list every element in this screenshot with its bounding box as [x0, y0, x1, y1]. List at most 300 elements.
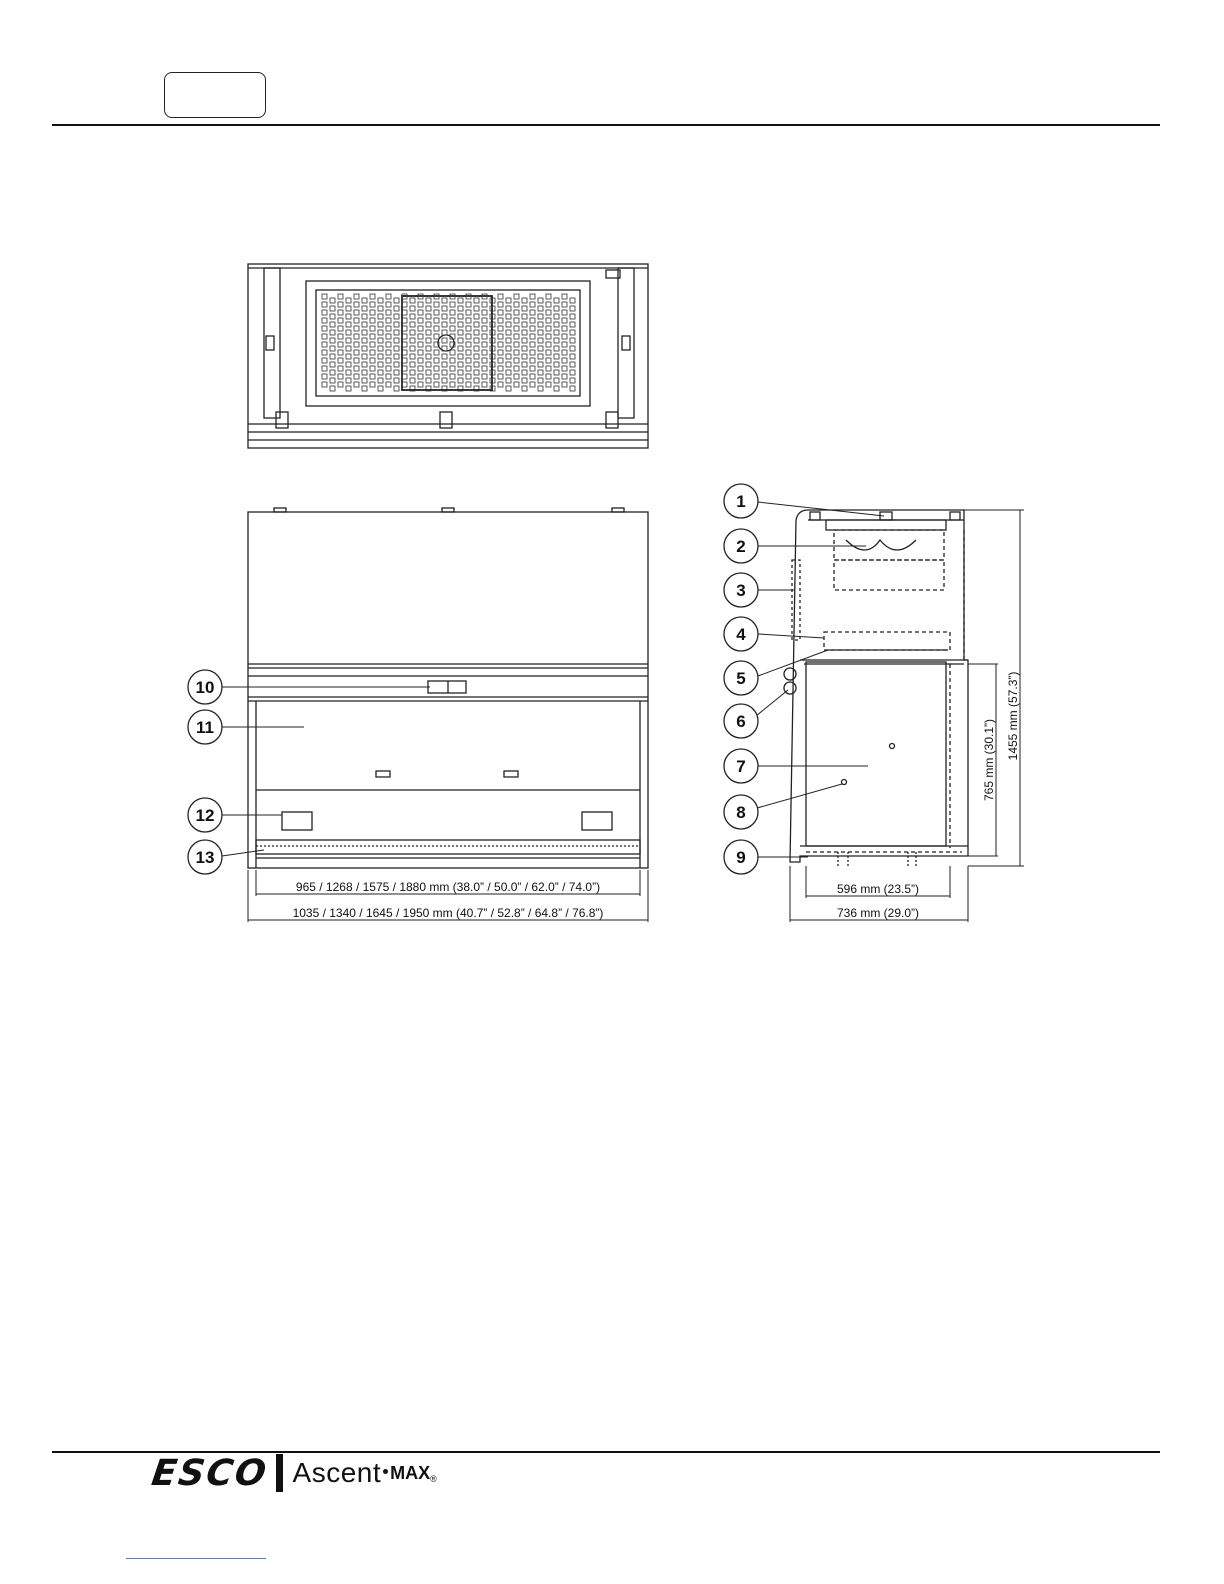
grille-hole [562, 310, 567, 315]
grille-hole [514, 326, 519, 331]
grille-hole [322, 366, 327, 371]
grille-hole [514, 342, 519, 347]
grille-hole [394, 354, 399, 359]
grille-hole [386, 350, 391, 355]
grille-hole [482, 358, 487, 363]
grille-hole [442, 314, 447, 319]
grille-hole [482, 318, 487, 323]
grille-hole [474, 314, 479, 319]
top-view [248, 264, 648, 448]
grille-hole [346, 346, 351, 351]
grille-hole [458, 354, 463, 359]
callout-7-label: 7 [736, 757, 746, 776]
grille-hole [554, 354, 559, 359]
grille-hole [354, 334, 359, 339]
callout-4 [724, 617, 824, 651]
grille-hole [474, 346, 479, 351]
grille-hole [514, 350, 519, 355]
grille-hole [410, 354, 415, 359]
grille-hole [362, 338, 367, 343]
grille-hole [530, 374, 535, 379]
logo-divider-bar [276, 1454, 283, 1492]
grille-hole [330, 330, 335, 335]
callout-5 [724, 650, 828, 695]
grille-hole [474, 378, 479, 383]
grille-hole [346, 362, 351, 367]
grille-hole [530, 358, 535, 363]
grille-hole [458, 370, 463, 375]
grille-hole [474, 362, 479, 367]
grille-hole [562, 342, 567, 347]
grille-hole [506, 338, 511, 343]
grille-hole [370, 382, 375, 387]
grille-hole [434, 310, 439, 315]
grille-hole [482, 374, 487, 379]
front-outer-width-label: 1035 / 1340 / 1645 / 1950 mm (40.7” / 52.8” / 64.8” / 76.8”) [292, 906, 604, 920]
grille-hole [434, 366, 439, 371]
grille-hole [530, 326, 535, 331]
side-total-height-label: 1455 mm (57.3”) [1006, 671, 1020, 761]
grille-hole [442, 322, 447, 327]
grille-hole [338, 366, 343, 371]
grille-hole [378, 338, 383, 343]
callout-13 [188, 840, 264, 874]
grille-hole [354, 358, 359, 363]
grille-hole [538, 322, 543, 327]
grille-hole [466, 358, 471, 363]
grille-hole [450, 310, 455, 315]
grille-hole [418, 326, 423, 331]
grille-hole [538, 370, 543, 375]
grille-hole [466, 382, 471, 387]
callout-7 [724, 749, 868, 783]
grille-hole [498, 294, 503, 299]
grille-hole [346, 386, 351, 391]
grille-hole [386, 374, 391, 379]
esco-wordmark: ESCO [149, 1452, 271, 1494]
grille-hole [330, 362, 335, 367]
grille-hole [514, 374, 519, 379]
grille-hole [346, 338, 351, 343]
grille-hole [370, 318, 375, 323]
grille-hole [362, 346, 367, 351]
grille-hole [442, 298, 447, 303]
grille-hole [546, 382, 551, 387]
grille-hole [506, 322, 511, 327]
grille-hole [434, 326, 439, 331]
grille-hole [338, 358, 343, 363]
grille-hole [338, 342, 343, 347]
grille-hole [498, 326, 503, 331]
grille-hole [522, 298, 527, 303]
grille-hole [418, 318, 423, 323]
grille-hole [394, 346, 399, 351]
callout-8 [724, 784, 842, 829]
grille-hole [570, 346, 575, 351]
grille-hole [322, 310, 327, 315]
grille-hole [546, 342, 551, 347]
grille-hole [346, 314, 351, 319]
grille-hole [410, 322, 415, 327]
grille-hole [330, 370, 335, 375]
grille-hole [394, 306, 399, 311]
grille-hole [570, 338, 575, 343]
grille-hole [354, 294, 359, 299]
grille-hole [378, 386, 383, 391]
grille-hole [522, 322, 527, 327]
grille-hole [426, 314, 431, 319]
grille-hole [466, 310, 471, 315]
grille-hole [450, 382, 455, 387]
grille-hole [442, 378, 447, 383]
grille-hole [410, 330, 415, 335]
grille-hole [570, 306, 575, 311]
grille-hole [434, 302, 439, 307]
callout-11-label: 11 [196, 718, 214, 737]
brand-logo [149, 1448, 437, 1498]
grille-hole [458, 362, 463, 367]
grille-hole [562, 294, 567, 299]
grille-hole [458, 314, 463, 319]
grille-hole [570, 298, 575, 303]
grille-hole [546, 302, 551, 307]
grille-hole [370, 366, 375, 371]
grille-hole [418, 302, 423, 307]
grille-hole [522, 354, 527, 359]
grille-hole [434, 334, 439, 339]
side-work-height-label: 765 mm (30.1”) [982, 718, 996, 802]
grille-hole [354, 366, 359, 371]
grille-hole [322, 382, 327, 387]
grille-hole [514, 382, 519, 387]
grille-hole [482, 350, 487, 355]
grille-hole [570, 378, 575, 383]
grille-hole [426, 298, 431, 303]
grille-hole [370, 350, 375, 355]
grille-hole [370, 374, 375, 379]
grille-hole [562, 350, 567, 355]
grille-hole [466, 334, 471, 339]
grille-hole [322, 294, 327, 299]
grille-hole [410, 362, 415, 367]
grille-hole [450, 318, 455, 323]
grille-hole [410, 306, 415, 311]
grille-hole [514, 294, 519, 299]
grille-hole [538, 314, 543, 319]
grille-hole [450, 366, 455, 371]
grille-hole [450, 350, 455, 355]
side-view [784, 510, 968, 866]
grille-hole [474, 322, 479, 327]
grille-hole [394, 386, 399, 391]
grille-hole [322, 334, 327, 339]
grille-hole [386, 366, 391, 371]
grille-hole [386, 334, 391, 339]
grille-hole [546, 294, 551, 299]
grille-hole [418, 382, 423, 387]
callout-1 [724, 484, 884, 518]
grille-hole [370, 334, 375, 339]
grille-hole [466, 302, 471, 307]
grille-hole [330, 354, 335, 359]
grille-hole [418, 350, 423, 355]
grille-hole [394, 378, 399, 383]
grille-hole [498, 302, 503, 307]
grille-hole [322, 318, 327, 323]
grille-hole [498, 374, 503, 379]
grille-hole [386, 358, 391, 363]
grille-hole [570, 362, 575, 367]
grille-hole [522, 346, 527, 351]
grille-hole [546, 358, 551, 363]
product-name: Ascent [292, 1457, 382, 1488]
grille-hole [514, 366, 519, 371]
callout-10 [188, 670, 430, 704]
grille-hole [482, 302, 487, 307]
side-dimensions [790, 510, 1024, 922]
grille-hole [458, 338, 463, 343]
grille-hole [530, 382, 535, 387]
grille-hole [338, 350, 343, 355]
grille-hole [546, 374, 551, 379]
callout-12-label: 12 [195, 806, 215, 825]
grille-hole [378, 370, 383, 375]
top-grille-perforation [322, 294, 575, 391]
callout-9 [724, 840, 808, 874]
grille-hole [554, 298, 559, 303]
grille-hole [554, 338, 559, 343]
grille-hole [378, 306, 383, 311]
grille-hole [514, 334, 519, 339]
grille-hole [322, 302, 327, 307]
grille-hole [410, 298, 415, 303]
grille-hole [562, 374, 567, 379]
grille-hole [322, 342, 327, 347]
grille-hole [522, 306, 527, 311]
grille-hole [554, 362, 559, 367]
front-view [248, 508, 648, 868]
grille-hole [386, 310, 391, 315]
grille-hole [450, 374, 455, 379]
grille-hole [498, 342, 503, 347]
grille-hole [482, 342, 487, 347]
grille-hole [322, 374, 327, 379]
grille-hole [482, 334, 487, 339]
grille-hole [482, 366, 487, 371]
product-dot [383, 1469, 388, 1474]
grille-hole [410, 378, 415, 383]
grille-hole [506, 306, 511, 311]
grille-hole [426, 338, 431, 343]
grille-hole [370, 358, 375, 363]
grille-hole [362, 354, 367, 359]
grille-hole [498, 382, 503, 387]
front-inner-width-label: 965 / 1268 / 1575 / 1880 mm (38.0” / 50.0” / 62.0” / 74.0”) [295, 880, 601, 894]
grille-hole [362, 386, 367, 391]
grille-hole [554, 370, 559, 375]
grille-hole [554, 378, 559, 383]
grille-hole [498, 318, 503, 323]
grille-hole [562, 366, 567, 371]
grille-hole [442, 306, 447, 311]
grille-hole [394, 370, 399, 375]
grille-hole [410, 346, 415, 351]
grille-hole [426, 346, 431, 351]
grille-hole [530, 366, 535, 371]
grille-hole [554, 314, 559, 319]
grille-hole [378, 322, 383, 327]
product-suffix: MAX [390, 1462, 431, 1483]
grille-hole [570, 314, 575, 319]
grille-hole [338, 382, 343, 387]
callout-10-label: 10 [195, 678, 215, 697]
grille-hole [554, 306, 559, 311]
callout-13-label: 13 [195, 848, 215, 867]
grille-hole [474, 354, 479, 359]
grille-hole [538, 354, 543, 359]
grille-hole [434, 350, 439, 355]
grille-hole [562, 334, 567, 339]
grille-hole [410, 338, 415, 343]
grille-hole [514, 302, 519, 307]
grille-hole [362, 314, 367, 319]
grille-hole [346, 322, 351, 327]
grille-hole [506, 378, 511, 383]
grille-hole [546, 318, 551, 323]
grille-hole [474, 338, 479, 343]
grille-hole [378, 346, 383, 351]
grille-hole [538, 362, 543, 367]
grille-hole [322, 326, 327, 331]
grille-hole [554, 386, 559, 391]
grille-hole [322, 350, 327, 355]
grille-hole [362, 322, 367, 327]
grille-hole [530, 302, 535, 307]
grille-hole [378, 378, 383, 383]
callout-8-label: 8 [736, 803, 746, 822]
grille-hole [346, 354, 351, 359]
grille-hole [410, 370, 415, 375]
grille-hole [442, 330, 447, 335]
grille-hole [442, 362, 447, 367]
grille-hole [338, 310, 343, 315]
grille-hole [394, 338, 399, 343]
grille-hole [530, 334, 535, 339]
grille-hole [426, 354, 431, 359]
grille-hole [370, 326, 375, 331]
grille-hole [466, 350, 471, 355]
grille-hole [378, 362, 383, 367]
grille-hole [546, 350, 551, 355]
grille-hole [506, 362, 511, 367]
grille-hole [394, 322, 399, 327]
grille-hole [418, 342, 423, 347]
grille-hole [498, 358, 503, 363]
grille-hole [434, 374, 439, 379]
grille-hole [506, 314, 511, 319]
callout-3 [724, 573, 794, 607]
grille-hole [426, 362, 431, 367]
grille-hole [330, 306, 335, 311]
grille-hole [554, 322, 559, 327]
grille-hole [386, 318, 391, 323]
registered-mark: ® [430, 1474, 437, 1484]
grille-hole [466, 366, 471, 371]
grille-hole [538, 386, 543, 391]
side-outer-depth-label: 736 mm (29.0”) [836, 906, 920, 920]
grille-hole [426, 306, 431, 311]
grille-hole [530, 294, 535, 299]
grille-hole [506, 330, 511, 335]
grille-hole [450, 302, 455, 307]
grille-hole [346, 378, 351, 383]
grille-hole [450, 358, 455, 363]
grille-hole [482, 310, 487, 315]
grille-hole [570, 322, 575, 327]
grille-hole [522, 338, 527, 343]
grille-hole [354, 374, 359, 379]
grille-hole [514, 358, 519, 363]
grille-hole [426, 378, 431, 383]
grille-hole [418, 358, 423, 363]
grille-hole [362, 362, 367, 367]
grille-hole [506, 346, 511, 351]
grille-hole [330, 346, 335, 351]
callout-1-label: 1 [736, 492, 746, 511]
grille-hole [362, 330, 367, 335]
grille-hole [538, 330, 543, 335]
grille-hole [434, 318, 439, 323]
grille-hole [418, 310, 423, 315]
grille-hole [386, 294, 391, 299]
grille-hole [338, 302, 343, 307]
grille-hole [330, 338, 335, 343]
grille-hole [474, 306, 479, 311]
callout-3-label: 3 [736, 581, 746, 600]
grille-hole [370, 294, 375, 299]
grille-hole [458, 330, 463, 335]
grille-hole [538, 306, 543, 311]
grille-hole [506, 386, 511, 391]
callout-6-label: 6 [736, 712, 746, 731]
grille-hole [522, 362, 527, 367]
grille-hole [330, 386, 335, 391]
callout-9-label: 9 [736, 848, 746, 867]
grille-hole [378, 330, 383, 335]
grille-hole [474, 298, 479, 303]
callout-11 [188, 710, 304, 744]
grille-hole [410, 314, 415, 319]
grille-hole [514, 318, 519, 323]
grille-hole [466, 342, 471, 347]
grille-hole [322, 358, 327, 363]
grille-hole [506, 354, 511, 359]
grille-hole [458, 322, 463, 327]
grille-hole [362, 298, 367, 303]
grille-hole [498, 350, 503, 355]
grille-hole [570, 386, 575, 391]
grille-hole [458, 378, 463, 383]
grille-hole [546, 366, 551, 371]
callout-6 [724, 690, 788, 738]
callout-2-label: 2 [736, 537, 746, 556]
grille-hole [554, 330, 559, 335]
bottom-underline [126, 1558, 266, 1559]
grille-hole [570, 370, 575, 375]
grille-hole [562, 318, 567, 323]
callout-4-label: 4 [736, 625, 746, 644]
grille-hole [458, 346, 463, 351]
